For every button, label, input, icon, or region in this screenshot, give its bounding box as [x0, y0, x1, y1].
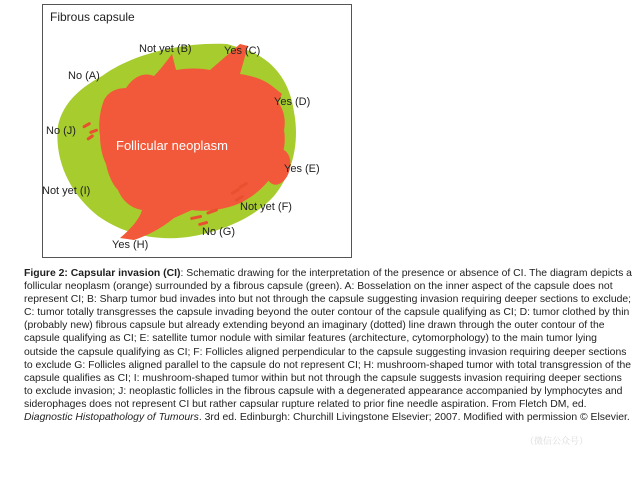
label-d: Yes (D) — [274, 96, 311, 108]
caption-paragraph — [24, 267, 632, 424]
label-i: Not yet (I) — [42, 185, 91, 197]
caption-body-tail: DM, ed. — [550, 398, 587, 410]
label-c: Yes (C) — [224, 45, 261, 57]
caption-figure-label: Figure 2 — [24, 268, 65, 279]
watermark: （微信公众号） — [525, 436, 589, 446]
caption-title: Capsular invasion (CI) — [70, 268, 181, 279]
capsule-title: Fibrous capsule — [50, 10, 135, 24]
label-e: Yes (E) — [284, 163, 320, 175]
caption-colon: : — [64, 268, 71, 279]
capsular-invasion-diagram — [42, 4, 352, 258]
label-j: No (J) — [46, 125, 76, 137]
label-h: Yes (H) — [112, 239, 149, 251]
caption-book-title: Diagnostic Histopathology of Tumours — [24, 412, 199, 424]
label-g: No (G) — [202, 226, 235, 238]
neoplasm-label: Follicular neoplasm — [116, 138, 228, 153]
caption-body: Schematic drawing for the interpretation of the presence or absence of CI. The diagram depicts a follicular neoplasm (orange) surrounded by a fibrous capsule (green). A: Bosselation on the inner aspect of the capsule does not represent CI; B: Sharp tumor bud invades into but not through the capsule suggesting invasion requiring deeper sections to exclude; C: tumor totally transgresses the capsule invading beyond the outer contour of the capsule qualifying as CI; D: tumor clothed by thin (probably new) fibrous capsule but already extending beyond an imaginary (dotted) line drawn through the outer contour of the capsule qualifying as CI; E: satellite tumor nodule with similar features (architecture, cytomorphology) to the main tumor lying outside the capsule qualifying as CI; F: Follicles aligned perpendicular to the capsule suggesting invasion requiring deeper sections to exclude G: Follicles aligned parallel to the capsule do not represent CI; H: mushroom-shaped tumor with total transgression of the capsule qualifies as CI; I: mushroom-shaped tumor within but not through the capsule suggests invasion requiring deeper sections to exclude invasion; J: neoplastic follicles in the fibrous capsule with a degenerated appearance accompanied by lymphocytes and siderophages does not represent CI but rather capsular rupture related to prior fine needle aspiration. From Fletch — [24, 268, 632, 410]
label-f: Not yet (F) — [240, 201, 292, 213]
figure-caption — [24, 267, 632, 424]
label-a: No (A) — [68, 70, 100, 82]
caption-body-end: . 3rd ed. Edinburgh: Churchill Livingstone Elsevier; 2007. Modified with permission © Elsevier. — [198, 412, 630, 424]
label-b: Not yet (B) — [139, 43, 192, 55]
caption-colon-2: : — [180, 268, 187, 279]
